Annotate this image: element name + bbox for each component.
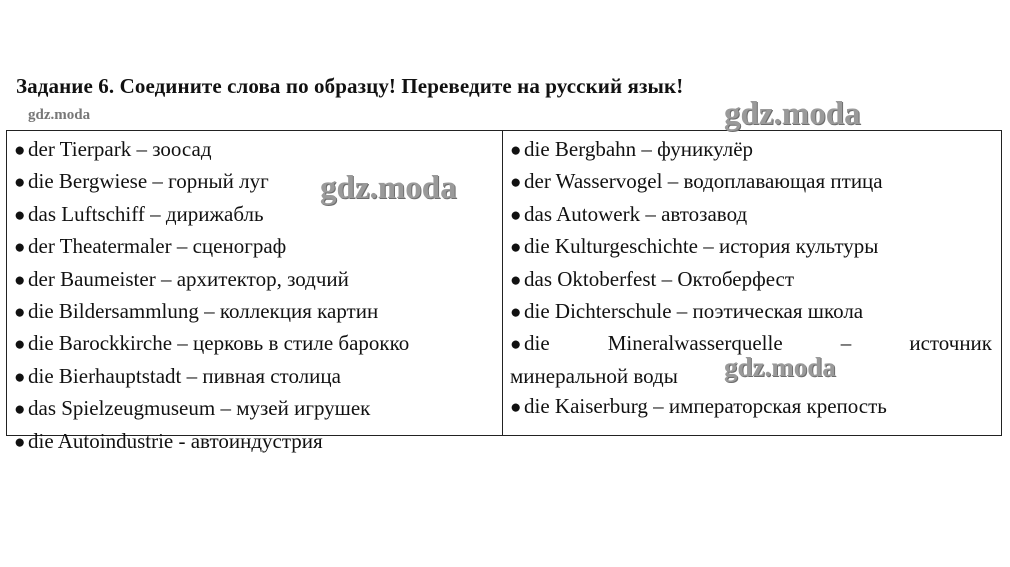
entry-text: der Wasservogel – водоплавающая птица (524, 169, 883, 194)
list-item (14, 426, 502, 458)
entry-text: die Kaiserburg – императорская крепость (524, 394, 887, 419)
entry-text: die Bildersammlung – коллекция картин (28, 299, 379, 324)
list-item (14, 264, 502, 296)
entry-text: die Bergbahn – фуникулёр (524, 137, 754, 161)
bullet-icon: ● (14, 431, 26, 453)
bullet-icon: ● (510, 237, 522, 259)
bullet-icon: ● (510, 302, 522, 324)
list-item (510, 296, 992, 328)
list-item (510, 231, 992, 263)
bullet-icon: ● (14, 334, 26, 356)
list-item-continuation: минеральной воды (510, 363, 678, 388)
entry-text: das Oktoberfest – Октоберфест (524, 266, 795, 291)
list-item (510, 134, 992, 166)
watermark-lower: gdz.moda (724, 352, 836, 382)
task-title: Задание 6. Соедините слова по образцу! Переведите на русский язык! (16, 74, 684, 98)
bullet-icon: ● (510, 334, 522, 356)
bullet-icon: ● (14, 269, 26, 291)
list-item (510, 199, 992, 231)
bullet-icon: ● (510, 140, 522, 161)
list-item (510, 166, 992, 198)
watermark-middle: gdz.moda (320, 170, 457, 206)
list-item (14, 361, 502, 393)
entry-text: die Bierhauptstadt – пивная столица (28, 363, 341, 388)
entry-text: die Barockkirche – церковь в стиле барокко (28, 331, 410, 356)
entry-text: der Baumeister – архитектор, зодчий (28, 266, 349, 291)
bullet-icon: ● (510, 269, 522, 291)
list-item (510, 391, 992, 423)
list-item (14, 393, 502, 425)
entry-text: das Luftschiff – дирижабль (28, 201, 264, 226)
list-item (14, 328, 502, 360)
entry-text: der Theatermaler – сценограф (28, 234, 287, 259)
entry-text: der Tierpark – зоосад (28, 137, 212, 161)
vocabulary-table (6, 130, 1002, 453)
bullet-icon: ● (510, 204, 522, 226)
entry-text: das Spielzeugmuseum – музей игрушек (28, 396, 371, 421)
table-column-right (503, 131, 1001, 435)
bullet-icon: ● (14, 399, 26, 421)
list-item (14, 134, 502, 166)
bullet-icon: ● (14, 140, 26, 161)
bullet-icon: ● (14, 366, 26, 388)
bullet-icon: ● (510, 397, 522, 419)
bullet-icon: ● (510, 172, 522, 194)
list-item (14, 231, 502, 263)
entry-text: die Bergwiese – горный луг (28, 169, 269, 194)
watermark-top: gdz.moda (724, 96, 861, 132)
entry-text: die Mineralwasserquelle – источник (524, 331, 992, 356)
watermark-small: gdz.moda (28, 107, 91, 123)
list-item (14, 296, 502, 328)
entry-text: die Kulturgeschichte – история культуры (524, 234, 879, 259)
entry-text: die Autoindustrie - автоиндустрия (28, 428, 323, 453)
bullet-icon: ● (14, 237, 26, 259)
bullet-icon: ● (14, 204, 26, 226)
entry-text: das Autowerk – автозавод (524, 201, 748, 226)
entry-text: die Dichterschule – поэтическая школа (524, 299, 864, 324)
list-item (510, 264, 992, 296)
bullet-icon: ● (14, 302, 26, 324)
bullet-icon: ● (14, 172, 26, 194)
